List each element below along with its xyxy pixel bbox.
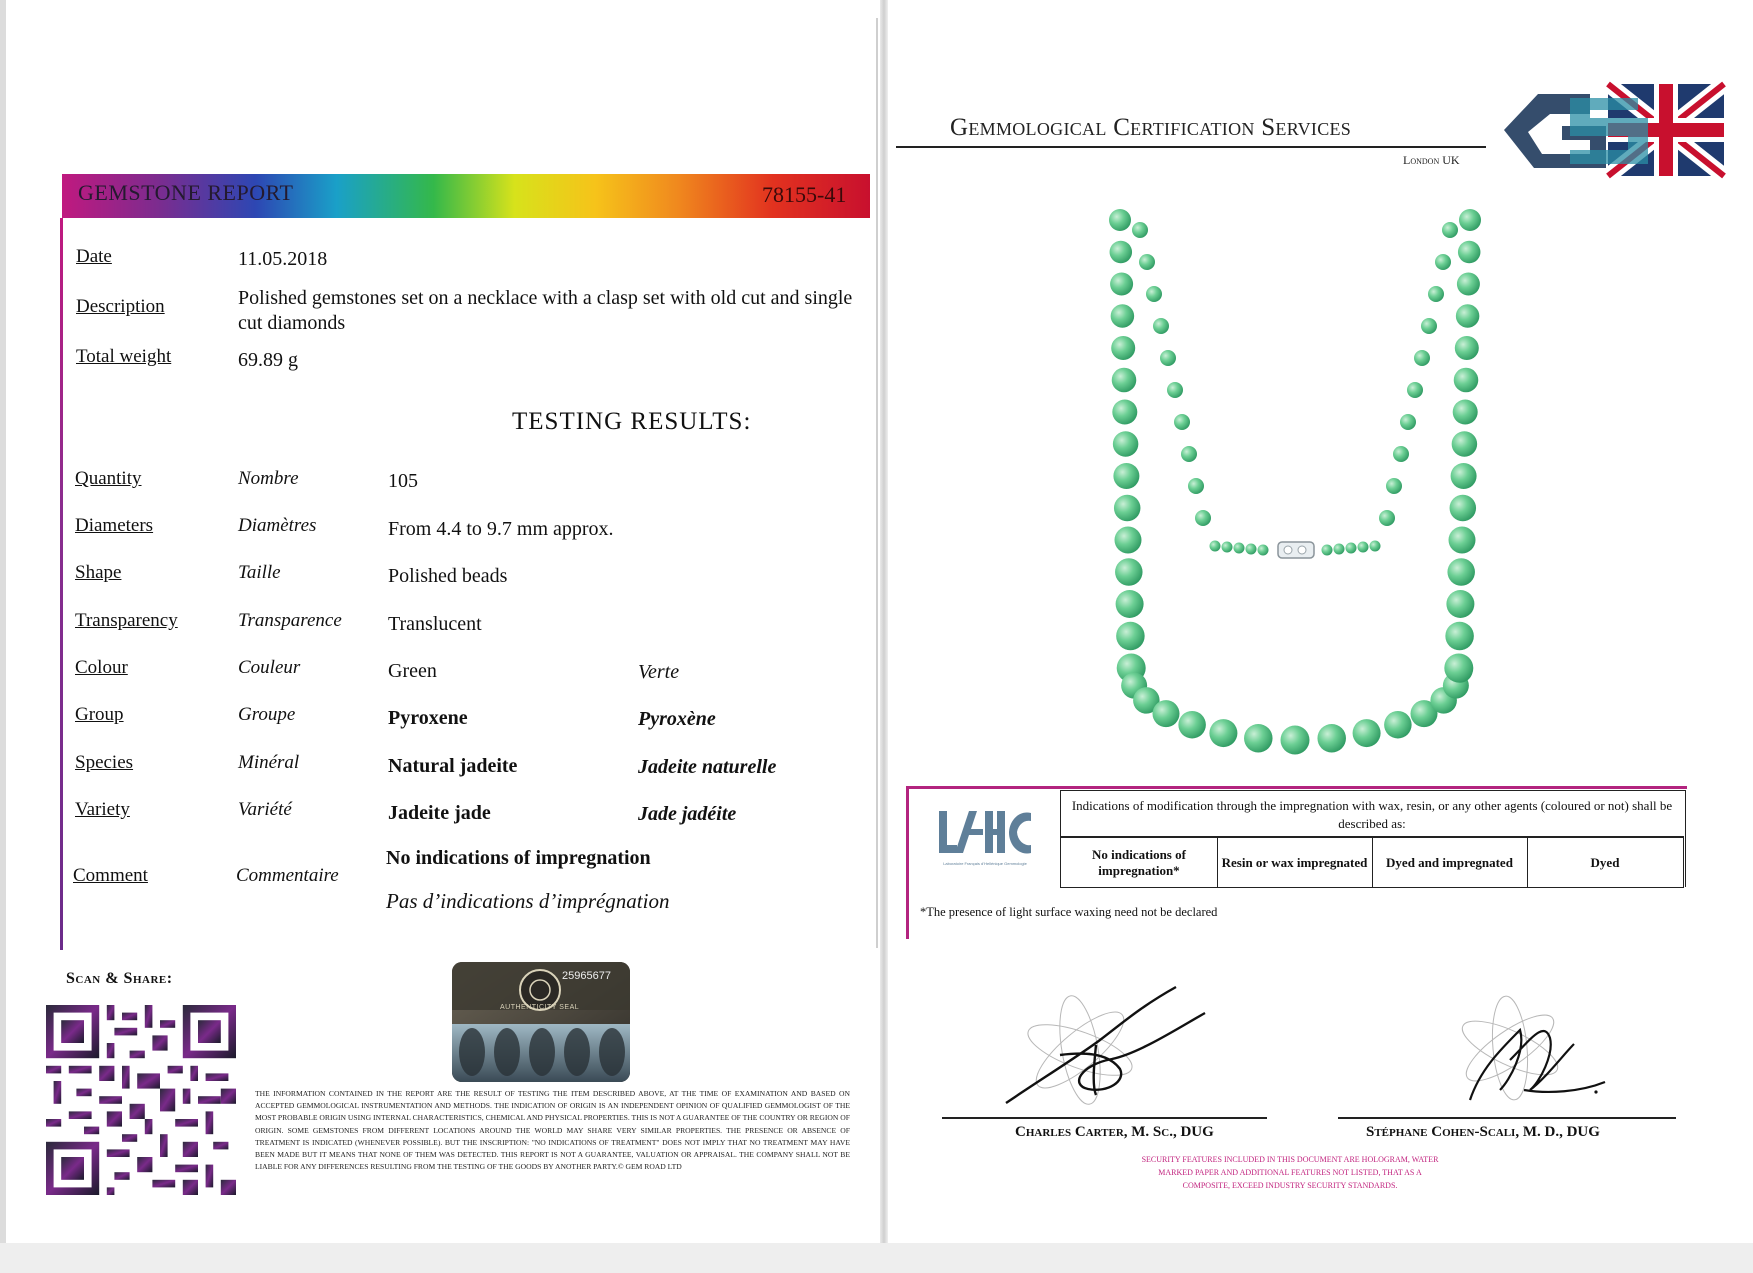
scan-share-label: Scan & Share:	[66, 970, 173, 987]
jade-bead	[1370, 541, 1381, 552]
variety-fr: Variété	[238, 799, 292, 820]
jade-bead	[1132, 222, 1148, 238]
diamond-clasp	[1278, 542, 1314, 558]
jade-bead	[1445, 622, 1474, 651]
jade-bead	[1209, 719, 1237, 747]
diameters-value: From 4.4 to 9.7 mm approx.	[388, 518, 614, 540]
group-value-fr: Pyroxène	[638, 708, 716, 730]
jade-bead	[1113, 463, 1139, 489]
description-label: Description	[76, 296, 165, 317]
jade-bead	[1452, 431, 1478, 457]
jade-bead	[1114, 495, 1141, 522]
security-note: SECURITY FEATURES INCLUDED IN THIS DOCUMENT ARE HOLOGRAM, WATER MARKED PAPER AND ADDITIONAL FEATURES NOT LISTED, THAT AS A COMPOSITE, EXCEED INDUSTRY SECURITY STANDARDS.	[1141, 1155, 1439, 1190]
carter-signature-line	[942, 1117, 1267, 1119]
divider-line	[876, 18, 878, 948]
carter-signature-image	[1000, 985, 1220, 1115]
lfhc-logo-caption: Laboratoire Français d’Hellénique Gemmologie	[943, 861, 1027, 866]
jade-bead	[1353, 719, 1381, 747]
shape-fr: Taille	[238, 562, 281, 583]
jade-bead	[1346, 543, 1357, 554]
jade-bead	[1322, 545, 1333, 556]
report-title: GEMSTONE REPORT	[78, 180, 294, 205]
variety-value-fr: Jade jadéite	[638, 803, 737, 825]
jade-bead	[1111, 336, 1135, 360]
comment-value: No indications of impregnation	[386, 847, 651, 869]
species-fr: Minéral	[238, 752, 300, 773]
jade-bead	[1113, 431, 1139, 457]
transparency-value: Translucent	[388, 613, 482, 635]
colour-value: Green	[388, 660, 437, 682]
jade-bead	[1112, 368, 1137, 393]
jade-bead	[1110, 241, 1133, 264]
jade-bead	[1167, 382, 1183, 398]
group-fr: Groupe	[238, 704, 296, 725]
modification-table-row	[1060, 836, 1684, 888]
quantity-label: Quantity	[75, 468, 142, 489]
transparency-label: Transparency	[75, 610, 178, 631]
jade-bead	[1115, 558, 1143, 586]
lab-name: Gemmological Certification Services	[950, 114, 1352, 141]
weight-value: 69.89 g	[238, 349, 298, 371]
jade-bead	[1414, 350, 1430, 366]
hologram-seal-text: AUTHENTICITY SEAL	[500, 1004, 580, 1011]
col-dyed: Dyed	[1590, 855, 1620, 870]
report-side-stripe	[60, 218, 63, 950]
jade-bead	[1456, 304, 1480, 328]
cohen-scali-signature-line	[1338, 1117, 1676, 1119]
comment-label: Comment	[73, 865, 148, 886]
jade-bead	[1146, 286, 1162, 302]
jade-bead	[1181, 446, 1197, 462]
lab-location: London UK	[1403, 153, 1460, 167]
col-dyed-impregnated: Dyed and impregnated	[1372, 838, 1528, 888]
comment-value-fr: Pas d’indications d’imprégnation	[386, 889, 670, 913]
cohen-scali-name: Stéphane Cohen-Scali, M. D., DUG	[1366, 1124, 1600, 1140]
jade-bead	[1459, 209, 1481, 231]
date-value: 11.05.2018	[238, 248, 328, 270]
col-no-impregnation: No indications of impregnation*	[1061, 838, 1218, 888]
colour-value-fr: Verte	[638, 661, 680, 683]
jade-bead	[1458, 241, 1481, 264]
jade-bead	[1152, 700, 1179, 727]
jade-bead	[1195, 510, 1211, 526]
group-value: Pyroxene	[388, 707, 468, 729]
comment-fr: Commentaire	[236, 865, 339, 886]
jade-bead	[1116, 622, 1145, 651]
gcs-logo	[1498, 80, 1726, 180]
jade-bead	[1246, 544, 1257, 555]
jade-bead	[1379, 510, 1395, 526]
jade-bead	[1234, 543, 1245, 554]
page-edge	[0, 0, 6, 1273]
jade-bead	[1317, 724, 1346, 753]
description-value: Polished gemstones set on a necklace with a clasp set with old cut and single cut diamonds	[238, 287, 853, 334]
testing-results-heading: TESTING RESULTS:	[512, 408, 752, 435]
jade-bead	[1281, 726, 1310, 755]
jade-bead	[1393, 446, 1409, 462]
jade-bead	[1153, 318, 1169, 334]
jade-bead	[1222, 542, 1233, 553]
jade-bead	[1244, 724, 1273, 753]
variety-value: Jadeite jade	[388, 802, 491, 824]
jade-bead	[1334, 544, 1345, 555]
hologram-serial: 25965677	[562, 970, 611, 982]
diameters-fr: Diamètres	[238, 515, 317, 536]
jade-bead	[1446, 590, 1474, 618]
jade-bead	[1421, 318, 1437, 334]
species-value-fr: Jadeite naturelle	[638, 756, 777, 778]
quantity-fr: Nombre	[238, 468, 299, 489]
table-footnote: *The presence of light surface waxing need not be declared	[920, 905, 1218, 919]
weight-label: Total weight	[76, 346, 172, 367]
transparency-fr: Transparence	[238, 610, 342, 631]
colour-fr: Couleur	[238, 657, 301, 678]
jade-bead	[1111, 304, 1135, 328]
date-label: Date	[76, 246, 112, 267]
jade-bead	[1407, 382, 1423, 398]
qr-code[interactable]	[46, 1005, 236, 1195]
jade-bead	[1109, 209, 1131, 231]
jade-bead	[1453, 400, 1478, 425]
shape-label: Shape	[75, 562, 122, 583]
jade-bead	[1449, 527, 1476, 554]
jade-bead	[1450, 495, 1477, 522]
cohen-scali-signature-image	[1440, 990, 1620, 1120]
modification-table-header: Indications of modification through the impregnation with wax, resin, or any other agents (coloured or not) shall be described as:	[1071, 798, 1673, 831]
jade-bead	[1454, 368, 1479, 393]
jade-bead	[1112, 400, 1137, 425]
jade-bead	[1447, 558, 1475, 586]
jade-bead	[1258, 545, 1269, 556]
species-label: Species	[75, 752, 134, 773]
report-number: 78155-41	[762, 182, 847, 207]
jade-bead	[1435, 254, 1451, 270]
jade-bead	[1451, 463, 1477, 489]
page-fold	[880, 0, 888, 1273]
species-value: Natural jadeite	[388, 755, 518, 777]
jade-bead	[1110, 273, 1133, 296]
jade-bead	[1384, 711, 1412, 739]
col-resin-wax: Resin or wax impregnated	[1217, 838, 1373, 888]
diameters-label: Diameters	[75, 515, 154, 536]
jade-bead	[1444, 654, 1473, 683]
jade-bead	[1174, 414, 1190, 430]
jade-bead	[1428, 286, 1444, 302]
jade-bead	[1178, 711, 1206, 739]
scan-bottom-edge	[0, 1243, 1753, 1273]
jade-bead	[1358, 542, 1369, 553]
jade-bead	[1116, 590, 1144, 618]
jade-bead	[1442, 222, 1458, 238]
jade-bead	[1115, 527, 1142, 554]
jade-bead	[1400, 414, 1416, 430]
jade-bead	[1457, 273, 1480, 296]
quantity-value: 105	[388, 470, 418, 492]
jade-bead	[1455, 336, 1479, 360]
jade-necklace-image	[1080, 200, 1510, 760]
legal-disclaimer: THE INFORMATION CONTAINED IN THE REPORT ARE THE RESULT OF TESTING THE ITEM DESCRIBED ABOVE, AT THE TIME OF EXAMINATION AND BASED ON ACCEPTED GEMMOLOGICAL INSTRUMENTATION AND METHODS. THE INDICATION OF ORIGIN IS AN INDEPENDENT OPINION OF QUALIFIED GEMMOLOGIST OF THE MOST PROBABLE ORIGIN USING INTERNAL CHARACTERISTICS, CHEMICAL AND PHYSICAL PROPERTIES. THIS IS NOT A GUARANTEE OF THE COUNTRY OR REGION OF ORIGIN. SOME GEMSTONES FROM DIFFERENT LOCATIONS AROUND THE WORLD MAY SHARE VERY SIMILAR PROPERTIES. THE PRESENCE OR ABSENCE OF TREATMENT IS INDICATED (WHENEVER POSSIBLE). BUT THE INSCRIPTION: "NO INDICATIONS OF TREATMENT" DOES NOT IMPLY THAT NO TREATMENT MAY HAVE BEEN MADE BUT IT MEANS THAT NONE OF THEM WAS DETECTED. THIS REPORT IS NOT A GUARANTEE, VALUATION OR APPRAISAL. THE COMPANY SHALL NOT BE LIABLE FOR ANY DIFFERENCES RESULTING FROM THE TESTING OF THE GOODS BY ANOTHER PARTY.© GEM ROAD LTD	[255, 1089, 850, 1172]
jade-bead	[1139, 254, 1155, 270]
lfhc-logo	[935, 805, 1035, 875]
jade-bead	[1386, 478, 1402, 494]
jade-bead	[1160, 350, 1176, 366]
colour-label: Colour	[75, 657, 128, 678]
variety-label: Variety	[75, 799, 130, 820]
authenticity-hologram	[452, 962, 630, 1082]
carter-name: Charles Carter, M. Sc., DUG	[1015, 1124, 1214, 1140]
shape-value: Polished beads	[388, 565, 508, 587]
jade-bead	[1210, 541, 1221, 552]
group-label: Group	[75, 704, 124, 725]
jade-bead	[1188, 478, 1204, 494]
lab-name-underline	[896, 146, 1486, 148]
